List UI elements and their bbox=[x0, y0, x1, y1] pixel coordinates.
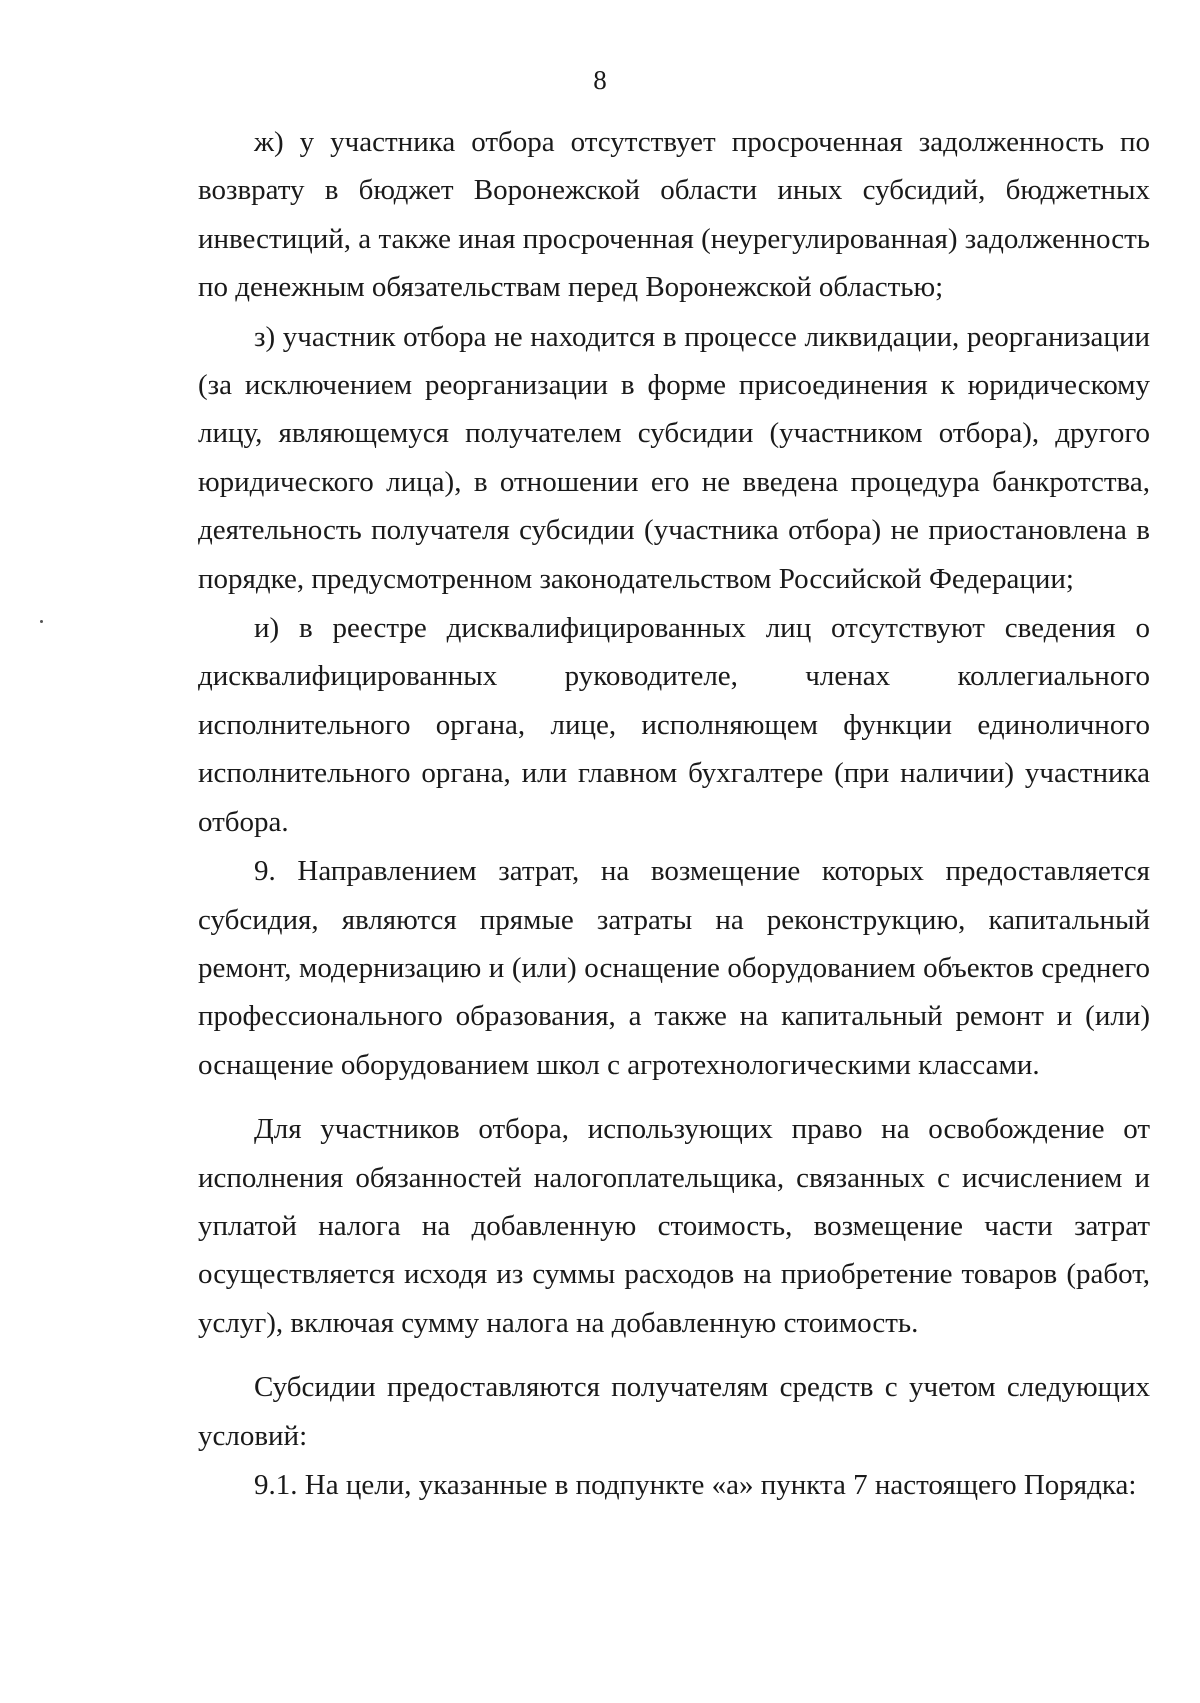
paragraph-9: 9. Направлением затрат, на возмещение которых предоставляется субсидия, являются прямые затраты на реконструкцию, капитальный ремонт, модернизацию и (или) оснащение оборудованием объектов среднего профессионального образования, а также на капитальный ремонт и (или) оснащение оборудованием школ с агротехнологическими классами. bbox=[198, 855, 1150, 1081]
paragraph-z: з) участник отбора не находится в процессе ликвидации, реорганизации (за исключением реорганизации в форме присоединения к юридическому лицу, являющемуся получателем субсидии (участником отбора), другого юридического лица), в отношении его не введена процедура банкротства, деятельность получателя субсидии (участника отбора) не приостановлена в порядке, предусмотренном законодательством Российской Федерации; bbox=[198, 320, 1150, 595]
document-body bbox=[198, 118, 1150, 1510]
paragraph-9-1: 9.1. На цели, указанные в подпункте «а» пункта 7 настоящего Порядка: bbox=[254, 1468, 1137, 1501]
paragraph-i: и) в реестре дисквалифицированных лиц отсутствуют сведения о дисквалифицированных руководителе, членах коллегиального исполнительного органа, лице, исполняющем функции единоличного исполнительного органа, или главном бухгалтере (при наличии) участника отбора. bbox=[198, 612, 1150, 838]
page-number: 8 bbox=[593, 65, 607, 95]
scan-speck bbox=[40, 620, 43, 623]
paragraph-conditions: Субсидии предоставляются получателям средств с учетом следующих условий: bbox=[198, 1371, 1150, 1452]
paragraph-vat: Для участников отбора, использующих право на освобождение от исполнения обязанностей налогоплательщика, связанных с исчислением и уплатой налога на добавленную стоимость, возмещение части затрат осуществляется исходя из суммы расходов на приобретение товаров (работ, услуг), включая сумму налога на добавленную стоимость. bbox=[198, 1113, 1150, 1339]
paragraph-zh: ж) у участника отбора отсутствует просроченная задолженность по возврату в бюджет Воронежской области иных субсидий, бюджетных инвестиций, а также иная просроченная (неурегулированная) задолженность по денежным обязательствам перед Воронежской областью; bbox=[198, 126, 1150, 304]
